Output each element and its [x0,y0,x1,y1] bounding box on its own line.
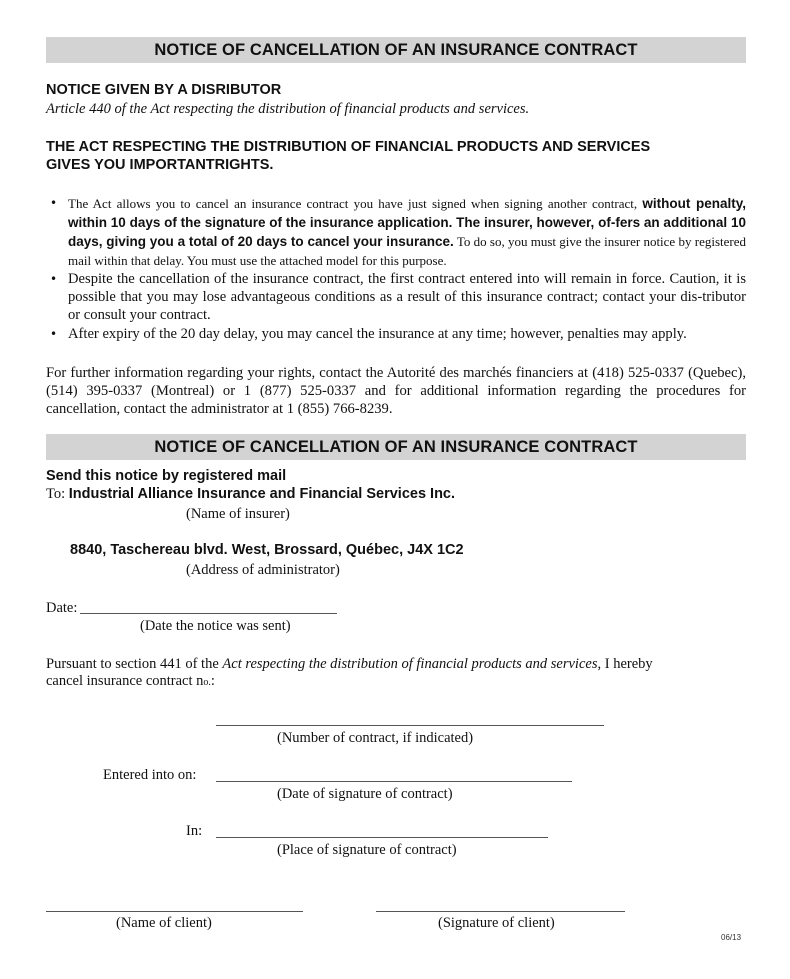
address-caption: (Address of administrator) [186,562,340,578]
entered-into-caption: (Date of signature of contract) [277,786,453,802]
entered-into-label: Entered into on: [103,767,197,783]
insurer-name: Industrial Alliance Insurance and Financial Services Inc. [68,486,456,502]
cancel-contract-text: cancel insurance contract n [46,673,204,689]
rights-bullet-3 [46,325,746,343]
pursuant-text-b: , I hereby [597,656,653,672]
rights-heading-line-2: GIVES YOU IMPORTANTRIGHTS. [46,157,274,173]
bullet-1-text-a: The Act allows you to cancel an insurance contract you have just signed when signing another contract, [68,196,643,211]
pursuant-text-a: Pursuant to section 441 of the [46,656,223,672]
bullet-1-bold-text: without penalty, within 10 days of the signature of the insurance application. The insurer, however, of-fers an additional 10 days, giving you a total of 20 days to cancel your insurance. [68,196,747,249]
article-reference: Article 440 of the Act respecting the distribution of financial products and services. [46,101,530,117]
number-abbrev: o. [203,677,211,688]
contract-number-field-line[interactable] [216,725,604,726]
bullet-1-text-b: To do so, you must give the insurer notice by registered mail within that delay. You must use the attached model for this purpose. [68,234,746,268]
place-field-line[interactable] [216,837,548,838]
cancellation-form-banner: NOTICE OF CANCELLATION OF AN INSURANCE CONTRACT [46,434,746,460]
client-name-field-line[interactable] [46,911,303,912]
send-notice-instruction: Send this notice by registered mail [46,468,287,484]
pursuant-statement-line-2 [46,673,215,690]
rights-bullet-list [46,194,746,343]
rights-bullet-1 [46,194,746,270]
entered-into-field-line[interactable] [216,781,572,782]
client-signature-field-line[interactable] [376,911,625,912]
pursuant-statement-line-1 [46,656,746,673]
contract-number-caption: (Number of contract, if indicated) [277,730,474,746]
client-name-caption: (Name of client) [116,915,212,931]
insurer-caption: (Name of insurer) [186,506,290,522]
client-signature-caption: (Signature of client) [438,915,555,931]
administrator-address: 8840, Taschereau blvd. West, Brossard, Québec, J4X 1C2 [70,542,464,558]
place-caption: (Place of signature of contract) [277,842,457,858]
bullet-3-text: After expiry of the 20 day delay, you may cancel the insurance at any time; however, penalties may apply. [68,326,687,342]
form-version-code: 06/13 [721,933,742,942]
act-title-italic: Act respecting the distribution of financial products and services [222,656,598,672]
notice-title-banner: NOTICE OF CANCELLATION OF AN INSURANCE CONTRACT [46,37,746,63]
colon: : [210,673,215,689]
date-label: Date: [46,600,78,616]
place-label: In: [186,823,203,839]
rights-bullet-2 [46,270,746,324]
date-caption: (Date the notice was sent) [140,618,291,634]
date-field-line[interactable] [80,613,337,614]
bullet-2-text: Despite the cancellation of the insurance contract, the first contract entered into will remain in force. Caution, it is possible that you may lose advantageous conditions as a result of this insurance contract; contact your dis-tributor or consult your contract. [68,271,746,323]
recipient-line [46,486,455,503]
rights-heading-line-1: THE ACT RESPECTING THE DISTRIBUTION OF FINANCIAL PRODUCTS AND SERVICES [46,139,651,155]
distributor-heading: NOTICE GIVEN BY A DISRIBUTOR [46,82,282,98]
further-information-paragraph: For further information regarding your rights, contact the Autorité des marchés financiers at (418) 525-0337 (Quebec), (514) 395-0337 (Montreal) or 1 (877) 525-0337 and for additional information regarding the procedures for cancellation, contact the administrator at 1 (855) 766-8239. [46,365,746,417]
to-label: To: [46,486,69,502]
